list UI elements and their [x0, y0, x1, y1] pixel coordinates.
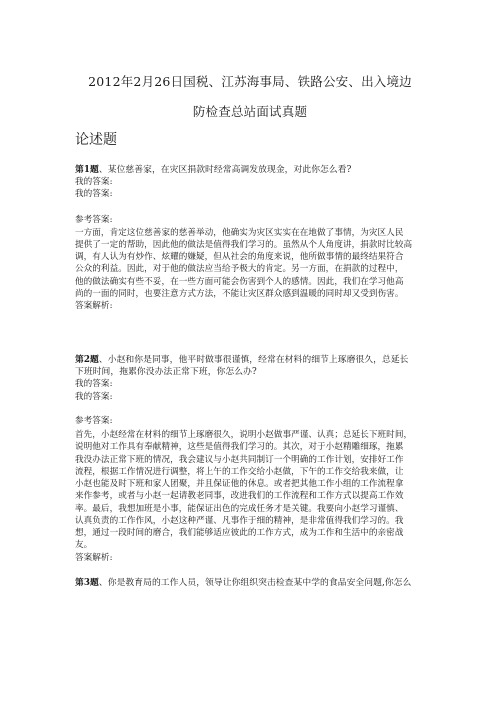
q1-reference-line: 尚的一面的同时，也要注意方式方法，不能让灾区群众感到温暖的同时却又受到伤害。: [75, 289, 404, 299]
q2-reference-line: 友。: [75, 540, 93, 550]
q1-reference-line: 调，有人认为有炒作、炫耀的嫌疑，但从社会的角度来说，他所做事情的最终结果符合: [75, 252, 404, 262]
q1-reference-line: 提供了一定的帮助，因此他的做法是值得我们学习的。虽然从个人角度讲，捐款时比较高: [75, 240, 413, 250]
q1-reference-answer-label: 参考答案:: [75, 215, 113, 225]
q2-reference-line: 我没办法正常下班的情况，我会建议与小赵共同制订一个明确的工作计划，安排好工作: [75, 455, 404, 465]
question-1: [75, 165, 351, 176]
q2-reference-line: 来作参考，或者与小赵一起请教老同事，改进我们的工作流程和工作方式以提高工作效: [75, 491, 404, 501]
question-1-text: 、某位慈善家，在灾区捐款时经常高调发放现金，对此你怎么看?: [98, 165, 352, 175]
q1-reference-line: 一方面，肯定这位慈善家的慈善举动，他确实为灾区实实在在地做了事情，为灾区人民: [75, 228, 404, 238]
q2-reference-line: 说明他对工作具有奉献精神，这些是值得我们学习的。其次，对于小赵精雕细琢，拖累: [75, 442, 404, 452]
question-2-line-1: [75, 355, 409, 366]
document-title-line-1: 2012年2月26日国税、江苏海事局、铁路公安、出入境边: [88, 74, 412, 89]
q2-reference-line: 认真负责的工作作风，小赵这种严谨、凡事作于细的精神，是非常值得我们学习的。我: [75, 516, 404, 526]
q2-reference-line: 想，通过一段时间的磨合，我们能够适应彼此的工作方式，成为工作和生活中的亲密战: [75, 528, 404, 538]
q1-answer-analysis-label: 答案解析:: [75, 301, 113, 311]
question-3: [75, 578, 411, 589]
question-2-text: 、小赵和你是同事，他平时做事很谨慎，经常在材料的细节上琢磨很久，总延长: [98, 355, 409, 365]
question-3-number: 第3题: [75, 578, 99, 588]
q2-answer-analysis-label: 答案解析:: [75, 553, 113, 563]
question-1-number: 第1题: [75, 165, 99, 175]
q2-reference-answer-label: 参考答案:: [75, 416, 113, 426]
q2-reference-line: 率。最后，我想加班是小事，能保证出色的完成任务才是关键。我要向小赵学习谨慎、: [75, 504, 404, 514]
question-2-line-2: 下班时间，拖累你没办法正常下班，你怎么办?: [75, 367, 257, 377]
document-title-line-2: 防检查总站面试真题: [192, 104, 308, 119]
question-3-text: 、你是教育局的工作人员，领导让你组织突击检查某中学的食品安全问题,你怎么: [98, 578, 412, 588]
q2-reference-line: 小赵也能及时下班和家人团聚，并且保证他的休息。或者把其他工作小组的工作流程拿: [75, 479, 404, 489]
q1-my-answer-label-2: 我的答案:: [75, 189, 113, 199]
q1-reference-line: 公众的利益。因此，对于他的做法应当给予极大的肯定。另一方面，在捐款的过程中，: [75, 264, 404, 274]
section-heading: 论述题: [75, 132, 117, 148]
q2-my-answer-label-2: 我的答案:: [75, 392, 113, 402]
q1-my-answer-label-1: 我的答案:: [75, 177, 113, 187]
q2-reference-line: 流程，根据工作情况进行调整，将上午的工作交给小赵做，下午的工作交给我来做，让: [75, 467, 404, 477]
q2-my-answer-label-1: 我的答案:: [75, 379, 113, 389]
q2-reference-line: 首先，小赵经常在材料的细节上琢磨很久，说明小赵做事严谨、认真；总延长下班时间，: [75, 430, 413, 440]
q1-reference-line: 他的做法确实有些不妥，在一些方面可能会伤害到个人的感情。因此，我们在学习他高: [75, 277, 404, 287]
question-2-number: 第2题: [75, 355, 99, 365]
